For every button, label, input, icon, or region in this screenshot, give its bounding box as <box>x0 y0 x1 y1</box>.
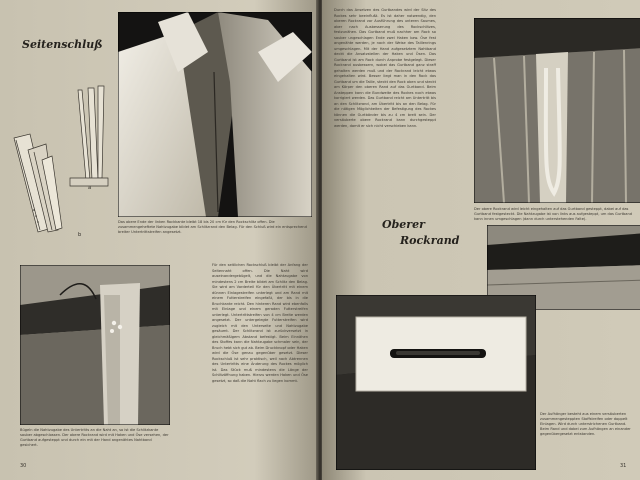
placket-photo <box>118 12 312 217</box>
left-page <box>0 0 318 480</box>
left-body-text: Für den seitlichen Rockschluß bleibt der Anfang der Seitennaht offen. Die Naht wird auseinandergebügelt, und die Nahtzugabe von mindestens 2 cm Breite bildet am Schlitz den Belag. Sie wird am Vorderteil für den Übertritt mit einem dünnen Einlagestreifen unterlegt und am Rand mit einem Futterstreifen eingefaßt, der bis in die Bruchkante reicht. Den hinteren Rand wird ebenfalls mit Einlage und einem geraden Futterstreifen unterlegt. Untertrittstreifen von 4 cm Breite werden angesetzt. Der untergelegte Futterstreifen wird zugleich mit den Unterseite und Nahtzugabe gesäumt. Der Schlitzrand ist zurückversetzt in gleichmäßigem Abstand befestigt. Beim Einnähen des Stoffes kann die Nahtzugabe schmaler sein, der Bruch hebt sich gut ab. Beim Druckknopf oder Haken wird die Öse genau gegenüber gesetzt. Dieser Rockschluß ist sehr praktisch, weil nach Abtrennen des Untertritts eine Änderung des Rockes möglich ist. Das Stück muß mindestens die Länge der Schlitzöffnung haben. Hierzu werden Haken und Öse gesetzt, so daß die Naht flach zu liegen kommt. <box>212 263 308 383</box>
hanger-loop-photo <box>336 295 536 470</box>
hanger-loop-caption: Der Aufhänger besteht aus einem versäuberten zusammengesteppten Stoffstreifen oder doppelt Einlagen. Wird durch unterstrichenen Gurtband. Beim Rand und dabei zum Aufhängen an einander gegenübergesetzt entstanden. <box>540 412 631 436</box>
right-page <box>322 0 640 480</box>
gathered-waistband-caption: Der obere Rockrand wird leicht eingehalten auf das Gurtband gesteppt, dabei auf das Gurtband festgesteckt. Die Nahtzugabe ist von links aus aufgesteppt, um das Gurtband kann innen umgeschlagen (dann durch unterstehenden Falte). <box>474 207 633 221</box>
page-number-right: 31 <box>620 463 627 469</box>
diagram-label-b: b <box>78 232 82 238</box>
right-body-text-top: Durch das Ansetzen des Gurtbandes wird der Sitz des Rockes sehr beeinflußt. Es ist daher notwendig, den oberen Rockrand vor Ausführung des unteren Saumes, aber nach Ausbesserung des Rockschlitzes, festzunähen. Das Gurtband muß nachher am Rock so sauber ungeschlagen Ende zwei Haken bzw. Öse fest angenähte werden, je nach der Weise des Taillenrings umgeschlagen. Mit der Hand aufgesetztem Nahtband deckt die Ansatzstellen der Haken und Ösen. Das Gurtband ist am Rock durch Anprobe festgelegt. Dieser Rockrand ausbessern, wobei das Gurtband ganz straff gehalten werden muß und der Rockrand leicht etwas eingehalten wird. Besser liegt man in den Rock das Gurtband um die Taille, steckt den Rock oben und steckt am Körper den oberen Rand auf das Gurtband. Beim Ansteppen kann die Bundweite des Rockes noch etwas korrigiert werden. Das Gurtband reicht am Untertritt bis an den Schlitzrand, am Übertritt bis an den Belag. Für die nötigen Möglichkeiten der Befestigung des Rockes können die Gurtbänder bis zu 4 cm breit sein. Der versäuberte obere Rockrand kann durchgesteppt werden, damit er sich nicht verschieben kann. <box>334 8 436 128</box>
page-number-left: 30 <box>20 463 27 469</box>
section-heading-seitenschluss: Seitenschluß <box>22 38 103 51</box>
section-heading-oberer: Oberer <box>382 218 425 231</box>
waistband-hook-caption: Bügeln die Nahtzugabe des Untertritts an die Naht an, so ist die Schlitzkante sauber abgeschlossen. Der obere Rockrand wird mit Haken und Öse versehen, der Gurtband aufgesteppt und durch ein mit der Hand angenähtes Nahtband gesichert. <box>20 428 169 447</box>
skirt-slit-diagram <box>8 60 118 240</box>
placket-photo-caption: Das obere Ende der linken Rockkante bleibt 18 bis 20 cm für den Rockschlitz offen. Die zusammengeheftete Nahtzugabe bildet am Schlitzrand den Belag. Für den Schluß wird ein entsprechend breiter Untertrittstreifen angesetzt. <box>118 220 307 234</box>
gathered-waistband-photo <box>474 18 640 203</box>
diagram-label-a: a <box>88 185 92 191</box>
waistband-hook-photo <box>20 265 170 425</box>
section-heading-rockrand: Rockrand <box>400 234 460 247</box>
